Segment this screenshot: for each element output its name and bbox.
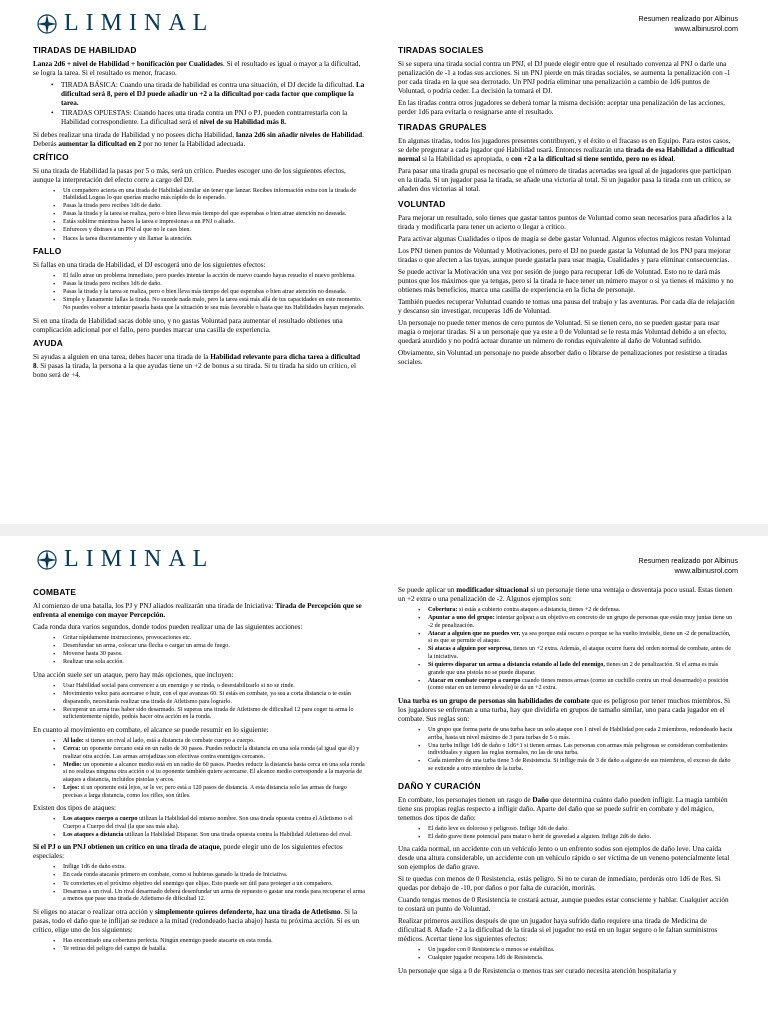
paragraph: Se puede activar la Motivación una vez por sesión de juego para recuperar 1d6 de Voluntad. Esto no te dará más puntos que los máximos que ya tengas, pero si la tirada te hace tener un número mayor o si ya tienes el máximo y no obtienes más beneficios, marca una casilla de experiencia en la ficha de personaje. bbox=[398, 268, 734, 294]
liminal-logo bbox=[36, 10, 214, 37]
paragraph: Una acción suele ser un ataque, pero hay más opciones, que incluyen: bbox=[33, 670, 234, 679]
item-text: ya sea porque está oscuro o porque se ha vuelto invisible, tiene un -2 de penalización, si es que se permite el ataque. bbox=[428, 630, 731, 645]
paragraph: Si en una tirada de Habilidad sacas doble uno, y no gastas Voluntad para aumentar el resultado obtienes una complicación adicional por el fallo, pero puedes marcar una casilla de experiencia. bbox=[33, 316, 343, 334]
modificadores-list bbox=[428, 607, 735, 693]
alcance-list bbox=[63, 738, 367, 800]
list-item: • Enfureces y distraes a un PNJ al que no le caes bien. bbox=[63, 227, 367, 235]
list-item: • El daño leve es doloroso y peligroso. Inflige 1d6 de daño. bbox=[428, 826, 735, 834]
item-text: si tienes un rival al lado, está a distancia de combate cuerpo a cuerpo. bbox=[83, 737, 255, 744]
fallo-list bbox=[63, 273, 367, 312]
paragraph: En combate, los personajes tienen un rasgo de Daño que determina cuánto daño pueden infligir. La magia también tiene sus propias reglas respecto a infligir daño. Aparte del daño que se puede sufrir en combate y del mágico, tenemos dos tipos de daño: bbox=[398, 795, 728, 822]
list-item bbox=[428, 631, 735, 646]
section-heading: CRÍTICO bbox=[33, 151, 69, 162]
paragraph: Una turba es un grupo de personas sin habilidades de combate que es peligroso por tener muchos miembros. Si los jugadores se enfrentan a una turba, hay que dividirla en grupos de tamaño similar, uno para cada jugador en el combate. Sus reglas son: bbox=[398, 697, 731, 724]
paragraph: Obviamente, sin Voluntad un personaje no puede absorber daño o librarse de penalizaciones por resistirse a tiradas sociales. bbox=[398, 349, 728, 366]
item-label: Lejos: bbox=[63, 784, 80, 791]
tipos-ataque-list bbox=[63, 816, 367, 839]
list-item: • Estás sublime mientras haces la tarea e impresionas a un PNJ o aliado. bbox=[63, 219, 367, 227]
list-item: • Movimiento veloz para acercarse o huir, con el que avanzas 60. Si estás en combate, ya sea a corta distancia o te están disparando, necesitarás realizar una tirada de Atletismo para lograrlo. bbox=[63, 691, 367, 706]
defensa-list bbox=[63, 938, 367, 954]
list-item: • Un compañero acierta en una tirada de Habilidad similar sin tener que lanzar. Recibes información extra con la tirada de Habilidad.Logras lo que querías mucho más rápido de lo esperado. bbox=[63, 188, 367, 203]
section-heading: TIRADAS GRUPALES bbox=[398, 122, 487, 132]
list-item: • Simple y llanamente fallas la tirada. No sucede nada malo, pero la tarea está más allá de tus capacidades en este momento. No puedes volver a intentar pasarla hasta que la situación te sea más favorable o hasta que tus Habilidades hayan mejorado. bbox=[63, 297, 367, 312]
item-text: un oponente a alcance medio está en un radio de 60 pasos. Puedes reducir la distancia hasta cerca en una sola ronda si no realizas ninguna otra acción o si tu oponente también quiere acercarse. El alcance medio corresponde a la mayoría de ataques a distancia, incluidos pistolas y arcos. bbox=[63, 761, 365, 783]
compass-rose-icon bbox=[36, 13, 58, 35]
section-heading: VOLUNTAD bbox=[398, 199, 446, 209]
list-item: • Una turba inflige 1d6 de daño o 1d6+1 si tienen armas. Las personas con armas más peligrosas se consideran combatientes individuales y siguen las reglas normales, no las de una turba. bbox=[428, 743, 735, 758]
site-link[interactable]: www.albinusrol.com bbox=[674, 566, 738, 575]
list-item bbox=[63, 832, 367, 840]
list-item: • Un jugador con 0 Resistencia o menos se estabiliza. bbox=[428, 947, 735, 955]
paragraph: Se puede aplicar un modificador situacional si un personaje tiene una ventaja o desventaja poco usual. Estas tienen un +2 extra o una penalización de -2. Algunos ejemplos son: bbox=[398, 586, 733, 603]
paragraph: Para activar algunas Cualidades o tipos de magia se debe gastar Voluntad. Algunos efectos mágicos restan Voluntad bbox=[398, 235, 731, 243]
list-item: • El daño grave tiene potencial para matar o herir de gravedad a alguien. Inflige 2d6 de daño. bbox=[428, 834, 735, 842]
item-label: Apuntar a uno del grupo: bbox=[428, 615, 495, 622]
list-item: • Pasas la tirada pero recibes 1d6 de daño. bbox=[63, 281, 367, 289]
paragraph: También puedes recuperar Voluntad cuando te tomas una pausa del trabajo y las aventuras. Por cada día de relajación y descanso sin investigar, recuperas 1d6 de Voluntad. bbox=[398, 298, 735, 315]
habilidad-list bbox=[61, 81, 367, 127]
list-item: • Cualquier jugador recupera 1d6 de Resistencia. bbox=[428, 955, 735, 963]
item-label: Si quieres disparar un arma a distancia estando al lado del enemigo, bbox=[428, 662, 605, 669]
paragraph: Un personaje que siga a 0 de Resistencia o menos tras ser curado necesita atención hospitalaria y bbox=[398, 966, 677, 975]
list-item bbox=[63, 816, 367, 831]
section-heading: COMBATE bbox=[33, 587, 77, 597]
list-item: • Realizar una sola acción. bbox=[63, 659, 367, 667]
list-item bbox=[428, 662, 735, 677]
dano-list bbox=[428, 826, 735, 842]
critico-ataque-list bbox=[63, 864, 367, 903]
item-text: utilizan la Habilidad Disparar. Son una tirada opuesta contra la Habilidad Atletismo del rival. bbox=[123, 831, 352, 838]
paragraph: Los PNJ tienen puntos de Voluntad y Motivaciones, pero el DJ no puede gastar la Voluntad de los PNJ para mejorar tiradas o que afecten a las tuyas, aunque puede gastarla para usar magia, Cualidades y para eliminar consecuencias. bbox=[398, 247, 731, 264]
list-item: • Te conviertes en el próximo objetivo del enemigo que elijas. Esto puede ser útil para proteger a un compañero. bbox=[63, 881, 367, 889]
paragraph: Para pasar una tirada grupal es necesario que el número de tiradas acertadas sea igual al de jugadores que participan en la tirada. Si un jugador pasa la tirada, se añade una victoria al total. Si un jugador pasa la tirada con un crítico, se añaden dos victorias al total. bbox=[398, 167, 732, 193]
logo-text: LIMINAL bbox=[64, 10, 215, 36]
credit-block bbox=[639, 556, 738, 576]
acciones-list bbox=[63, 635, 367, 667]
credit-block bbox=[639, 14, 738, 34]
item-label: Cobertura: bbox=[428, 607, 458, 613]
paragraph: Al comienzo de una batalla, los PJ y PNJ aliados realizarán una tirada de Iniciativa: Tirada de Percepción que se enfrenta al enemigo con mayor Percepción. bbox=[33, 602, 362, 619]
opciones-list bbox=[63, 683, 367, 722]
section-heading: AYUDA bbox=[33, 337, 64, 348]
paragraph: Lanza 2d6 + nivel de Habilidad + bonificación por Cualidades. Si el resultado es igual o mayor a la dificultad, se logra la tarea. Si el resultado es menor, fracaso. bbox=[33, 60, 361, 77]
item-text: tienes un 2 de penalización. Si el arma es más grande que una pistola no se puede disparar. bbox=[428, 662, 719, 676]
paragraph: Un personaje no puede tener menos de cero puntos de Voluntad. Si se tienen cero, no se pueden gastar para usar magia o mejorar tiradas. Si a un personaje que ya este a 0 de Voluntad se le resta más Voluntad debido a un efecto, quedará aturdido y no podrá actuar durante un número de rondas equivalente al daño de Voluntad sufrido. bbox=[398, 319, 727, 345]
list-item bbox=[428, 678, 735, 693]
paragraph: En las tiradas contra otros jugadores se deberá tomar la misma decisión: aceptar una penalización de las acciones, perder 1d6 para evitarla o resignarse ante el resultado. bbox=[398, 99, 725, 116]
list-item bbox=[63, 746, 367, 761]
paragraph: Si se supera una tirada social contra un PNJ, el DJ puede elegir entre que el resultado convenza al PNJ o darle una penalización de -1 a todas sus acciones. Si un PNJ pierde en más tiradas sociales, se aumenta la penalización con -1 por cada tirada en la que sea derrotado. Un PNJ podría eliminar una penalización a cambio de 1d6 puntos de Voluntad, o podría ceder. La decisión la tomará el DJ. bbox=[398, 60, 731, 95]
list-item bbox=[63, 762, 367, 785]
list-item: • Pasas la tirada y la tarea se realiza, pero o bien lleva más tiempo del que esperabas o bien atrae atención no deseada. bbox=[63, 211, 367, 219]
paragraph: Si ayudas a alguien en una tarea, debes hacer una tirada de la Habilidad relevante para dicha tarea a dificultad 8. Si pasas la tirada, la persona a la que ayudas tiene un +2 de bonus a su tirada. Si tu tirada ha sido un crítico, el bono será de +4. bbox=[33, 352, 361, 379]
paragraph: Si te quedas con menos de 0 Resistencia, estás peligro. Si no te curan de inmediato, perderás otro 1d6 de Res. Si quedas por debajo de -10, por daños o por falta de curación, morirás. bbox=[398, 875, 721, 893]
turba-list bbox=[428, 727, 735, 774]
paragraph: Si una tirada de Habilidad la pasas por 5 o más, será un crítico. Puedes escoger uno de los siguientes efectos, aunque la interpretación del efecto corre a cargo del DJ. bbox=[33, 166, 346, 184]
list-item: • Desarmas a un rival. Un rival desarmado deberá desenfundar un arma de repuesto o gastar una ronda para recuperar el arma a menos que pase una tirada de Atletismo de dificultad 12. bbox=[63, 889, 367, 904]
list-item: • Desenfundar un arma, colocar una flecha o cargar un arma de fuego. bbox=[63, 643, 367, 651]
list-item: • Recuperar un arma tras haber sido desarmado. Si superas una tirada de Atletismo de dificultad 12 para coger tu arma lo suficientemente rápido, podrás hacer otra acción en la ronda. bbox=[63, 707, 367, 722]
list-item: • Te retiras del peligro del campo de batalla. bbox=[63, 946, 367, 954]
list-item: • En cada ronda atacarás primero en combate, como si hubieras ganado la tirada de Iniciativa. bbox=[63, 872, 367, 880]
list-item: • Gritar rápidamente instrucciones, provocaciones etc. bbox=[63, 635, 367, 643]
left-column bbox=[33, 584, 367, 958]
section-heading: DAÑO Y CURACIÓN bbox=[398, 780, 481, 791]
right-column bbox=[398, 42, 735, 370]
list-item bbox=[428, 607, 735, 615]
right-column bbox=[398, 586, 735, 979]
item-label: Atacar en combate cuerpo a cuerpo bbox=[428, 677, 521, 684]
item-label: Los ataques cuerpo a cuerpo bbox=[63, 816, 138, 823]
section-heading: TIRADAS DE HABILIDAD bbox=[33, 45, 137, 55]
list-item bbox=[428, 615, 735, 630]
item-text: intentar golpear a un objetivo en concreto de un grupo de personas que están muy juntas tiene un -2 de penalización. bbox=[428, 615, 733, 629]
credit-text: Resumen realizado por Albinus bbox=[638, 556, 738, 565]
item-label: Los ataques a distancia bbox=[63, 831, 124, 838]
item-label: Cerca: bbox=[63, 745, 81, 752]
list-item: • Usar Habilidad social para convencer a un enemigo y se rinda, o desestabilizarlo si no se rinde. bbox=[63, 683, 367, 691]
curacion-list bbox=[428, 947, 735, 963]
list-item bbox=[428, 646, 735, 661]
list-item: • TIRADA BÁSICA: Cuando una tirada de habilidad es contra una situación, el DJ decide la dificultad. La dificultad será 8, pero el DJ puede añadir un +2 a la dificultad por cada factor que complique la tarea. bbox=[61, 81, 367, 108]
item-text: un oponente cercano está en un radio de 30 pasos. Puedes reducir la distancia en una sola ronda (al igual que él) y realizar otra acción. Las armas arrojadizas son efectivas contra enemigos cercanos. bbox=[63, 745, 360, 760]
list-item: • Pasas la tirada y la tarea se realiza, pero o bien lleva más tiempo del que esperabas o bien atrae atención no deseada. bbox=[63, 289, 367, 297]
page-2 bbox=[0, 536, 768, 1024]
paragraph: Si fallas en una tirada de Habilidad, el DJ escogerá uno de los siguientes efectos: bbox=[33, 261, 266, 270]
list-item: • Un grupo que forma parte de una turba hace un solo ataque con 1 nivel de Habilidad por cada 2 miembros, redondeado hacia arriba, hasta un nivel máximo de 3 para turbas de 5 o más. bbox=[428, 727, 735, 742]
paragraph: Para mejorar un resultado, solo tienes que gastar tantos puntos de Voluntad como sean necesarios para añadirlos a la tirada y modificarla para tener un acierto o llegar a crítico. bbox=[398, 214, 732, 231]
site-link[interactable]: www.albinusrol.com bbox=[674, 24, 738, 33]
list-item: • Has encontrado una cobertura perfecta. Ningún enemigo puede atacarte en esta ronda. bbox=[63, 938, 367, 946]
paragraph: Cada ronda dura varios segundos, donde todos pueden realizar una de las siguientes acciones: bbox=[33, 623, 303, 631]
list-item: • Haces la tarea discretamente y sin llamar la atención. bbox=[63, 236, 367, 244]
logo-text: LIMINAL bbox=[64, 546, 215, 572]
paragraph: Cuando tengas menos de 0 Resistencia te costará actuar, aunque puedes estar consciente y hablar. Cualquier acción te costará un punto de Voluntad. bbox=[398, 896, 729, 914]
item-text: si estás a cubierto contra ataques a distancia, tienes +2 de defensa. bbox=[457, 607, 621, 613]
critico-list bbox=[63, 188, 367, 244]
item-text: tienes un +2 extra. Además, el ataque ocurre fuera del orden normal de combate, antes de la iniciativa. bbox=[428, 646, 731, 661]
list-item: • Moverse hasta 30 pasos. bbox=[63, 651, 367, 659]
page-gap bbox=[0, 524, 768, 536]
paragraph: En algunas tiradas, todos los jugadores presentes contribuyen, y el éxito o el fracaso es en Equipo. Para estos casos, se debe preguntar a cada jugador qué Habilidad usará. Entonces realizarán una tirada de esa Habilidad a dificultad normal si la Habilidad es apropiada, o con +2 a la dificultad si tiene sentido, pero no es ideal. bbox=[398, 137, 735, 163]
item-text: cuando tienes menos armas (como un cuchillo contra un rival desarmado) o posición (como estar en un terreno elevado) te da un +2 extra. bbox=[428, 677, 729, 692]
item-label: Si atacas a alguien por sorpresa, bbox=[428, 646, 512, 653]
section-heading: TIRADAS SOCIALES bbox=[398, 45, 484, 55]
left-column bbox=[33, 42, 367, 383]
list-item: • El fallo atrae un problema inmediato, pero puedes intentar la acción de nuevo cuando hayas resuelto el nuevo problema. bbox=[63, 273, 367, 281]
item-label: Atacar a alguien que no puedes ver, bbox=[428, 630, 521, 637]
paragraph: Si el PJ o un PNJ obtienen un crítico en una tirada de ataque, puede elegir uno de los siguientes efectos especiales: bbox=[33, 843, 343, 861]
list-item bbox=[63, 738, 367, 746]
paragraph: Si debes realizar una tirada de Habilidad y no posees dicha Habilidad, lanza 2d6 sin añadir niveles de Habilidad. Deberás aumentar la dificultad en 2 por no tener la Habilidad adecuada. bbox=[33, 130, 364, 148]
item-text: si un oponente está lejos, se le ve; pero está a 120 pasos de distancia. A esta distancia solo las armas de fuego precisas a larga distancia, como los rifles, son útiles. bbox=[63, 784, 347, 799]
item-text: utilizan la Habilidad del mismo nombre. Son una tirada opuesta contra el Atletismo o el Cuerpo a Cuerpo del rival (la que sea más alta). bbox=[63, 816, 353, 830]
item-label: Medio: bbox=[63, 761, 82, 768]
item-label: Al lado: bbox=[63, 737, 84, 744]
section-heading: FALLO bbox=[33, 246, 62, 257]
paragraph: Una caída normal, un accidente con un vehículo lento o un enfrento sodos son ejemplos de daño leve. Una caída desde una altura considerable, un accidente con un vehículo rápido o ser víctima de un veneno potencialmente letal son ejemplos de daño grave. bbox=[398, 845, 730, 872]
list-item: • Inflige 1d6 de daño extra. bbox=[63, 864, 367, 872]
paragraph: Realizar primeros auxilios después de que un jugador haya sufrido daño requiere una tirada de Medicina de dificultad 8. Añade +2 a la dificultad de la tirada si el jugador no está en un lugar seguro o le faltan suministros médicos. Acertar tiene los siguientes efectos: bbox=[398, 917, 718, 944]
list-item: • TIRADAS OPUESTAS: Cuando haces una tirada contra un PNJ o PJ, pueden contrarrestarla con la Habilidad correspondiente. La dificultad será el nivel de su Habilidad más 8. bbox=[61, 109, 367, 127]
compass-rose-icon bbox=[36, 549, 58, 571]
liminal-logo bbox=[36, 546, 214, 573]
list-item bbox=[63, 785, 367, 800]
list-item: • Pasas la tirada pero recibes 1d6 de daño. bbox=[63, 203, 367, 211]
paragraph: Existen dos tipos de ataques: bbox=[33, 804, 117, 813]
credit-text: Resumen realizado por Albinus bbox=[638, 14, 738, 23]
paragraph: Si eliges no atacar o realizar otra acción y simplemente quieres defenderte, haz una tirada de Atletismo. Si la pasas, todo el daño que te inflijan se reduce a la mitad (redondeado hacia abajo) hasta tu próxima acción. Si es un crítico, elige uno de los siguientes: bbox=[33, 907, 360, 934]
paragraph: En cuanto al movimiento en combate, el alcance se puede resumir en lo siguiente: bbox=[33, 725, 269, 734]
list-item: • Cada miembro de una turba tiene 3 de Resistencia. Si inflige más de 3 de daño a alguno de sus miembros, el exceso de daño se extiende a otro miembro de la turba. bbox=[428, 758, 735, 773]
